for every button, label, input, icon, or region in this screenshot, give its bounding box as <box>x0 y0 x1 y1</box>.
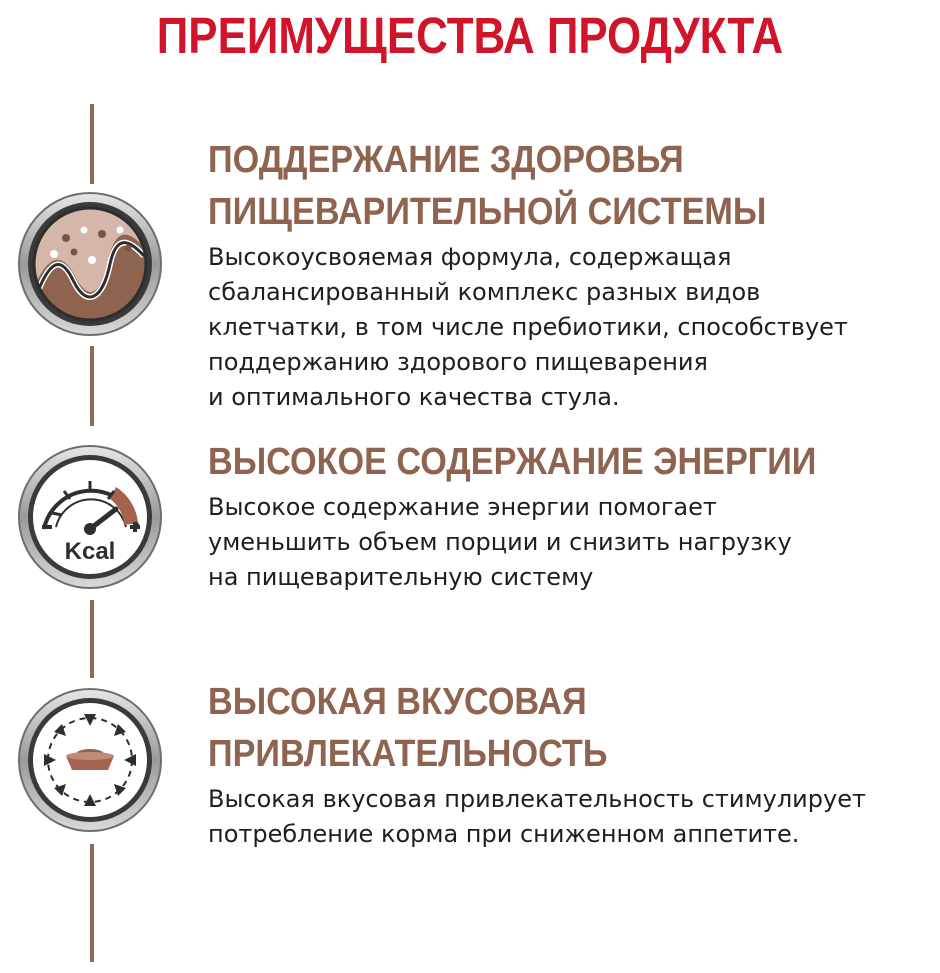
food-bowl-arrows-icon <box>16 686 164 834</box>
digestion-wave-icon <box>16 190 164 338</box>
description-line: Высокое содержание энергии помогает <box>208 493 717 521</box>
description-line: Высокоусвояемая формула, содержащая <box>208 243 732 271</box>
benefit-palatability <box>208 676 928 852</box>
description-line: поддержанию здорового пищеварения <box>208 348 708 376</box>
heading-line: ПИЩЕВАРИТЕЛЬНОЙ СИСТЕМЫ <box>208 191 767 233</box>
timeline-line <box>90 844 94 962</box>
benefit-heading <box>208 134 856 238</box>
benefit-energy <box>208 436 928 595</box>
benefit-heading <box>208 436 856 488</box>
description-line: уменьшить объем порции и снизить нагрузку <box>208 528 792 556</box>
page-title: ПРЕИМУЩЕСТВА ПРОДУКТА <box>156 7 784 64</box>
benefit-digestion <box>208 134 928 415</box>
kcal-label: Kcal <box>64 538 116 565</box>
heading-line: ПРИВЛЕКАТЕЛЬНОСТЬ <box>208 733 608 775</box>
description-line: сбалансированный комплекс разных видов <box>208 278 761 306</box>
description-line: и оптимального качества стула. <box>208 383 620 411</box>
heading-line: ВЫСОКАЯ ВКУСОВАЯ <box>208 681 587 723</box>
heading-line: ПОДДЕРЖАНИЕ ЗДОРОВЬЯ <box>208 139 684 181</box>
benefit-description <box>208 490 928 595</box>
timeline-line <box>90 600 94 678</box>
description-line: клетчатки, в том числе пребиотики, способствует <box>208 313 848 341</box>
kcal-gauge-icon <box>16 443 164 591</box>
benefit-description <box>208 240 928 415</box>
description-line: на пищеварительную систему <box>208 563 594 591</box>
timeline-line <box>90 346 94 426</box>
benefit-heading <box>208 676 856 780</box>
timeline-line <box>90 104 94 184</box>
description-line: потребление корма при сниженном аппетите. <box>208 820 800 848</box>
benefit-description <box>208 782 928 852</box>
description-line: Высокая вкусовая привлекательность стимулирует <box>208 785 866 813</box>
heading-line: ВЫСОКОЕ СОДЕРЖАНИЕ ЭНЕРГИИ <box>208 441 817 483</box>
